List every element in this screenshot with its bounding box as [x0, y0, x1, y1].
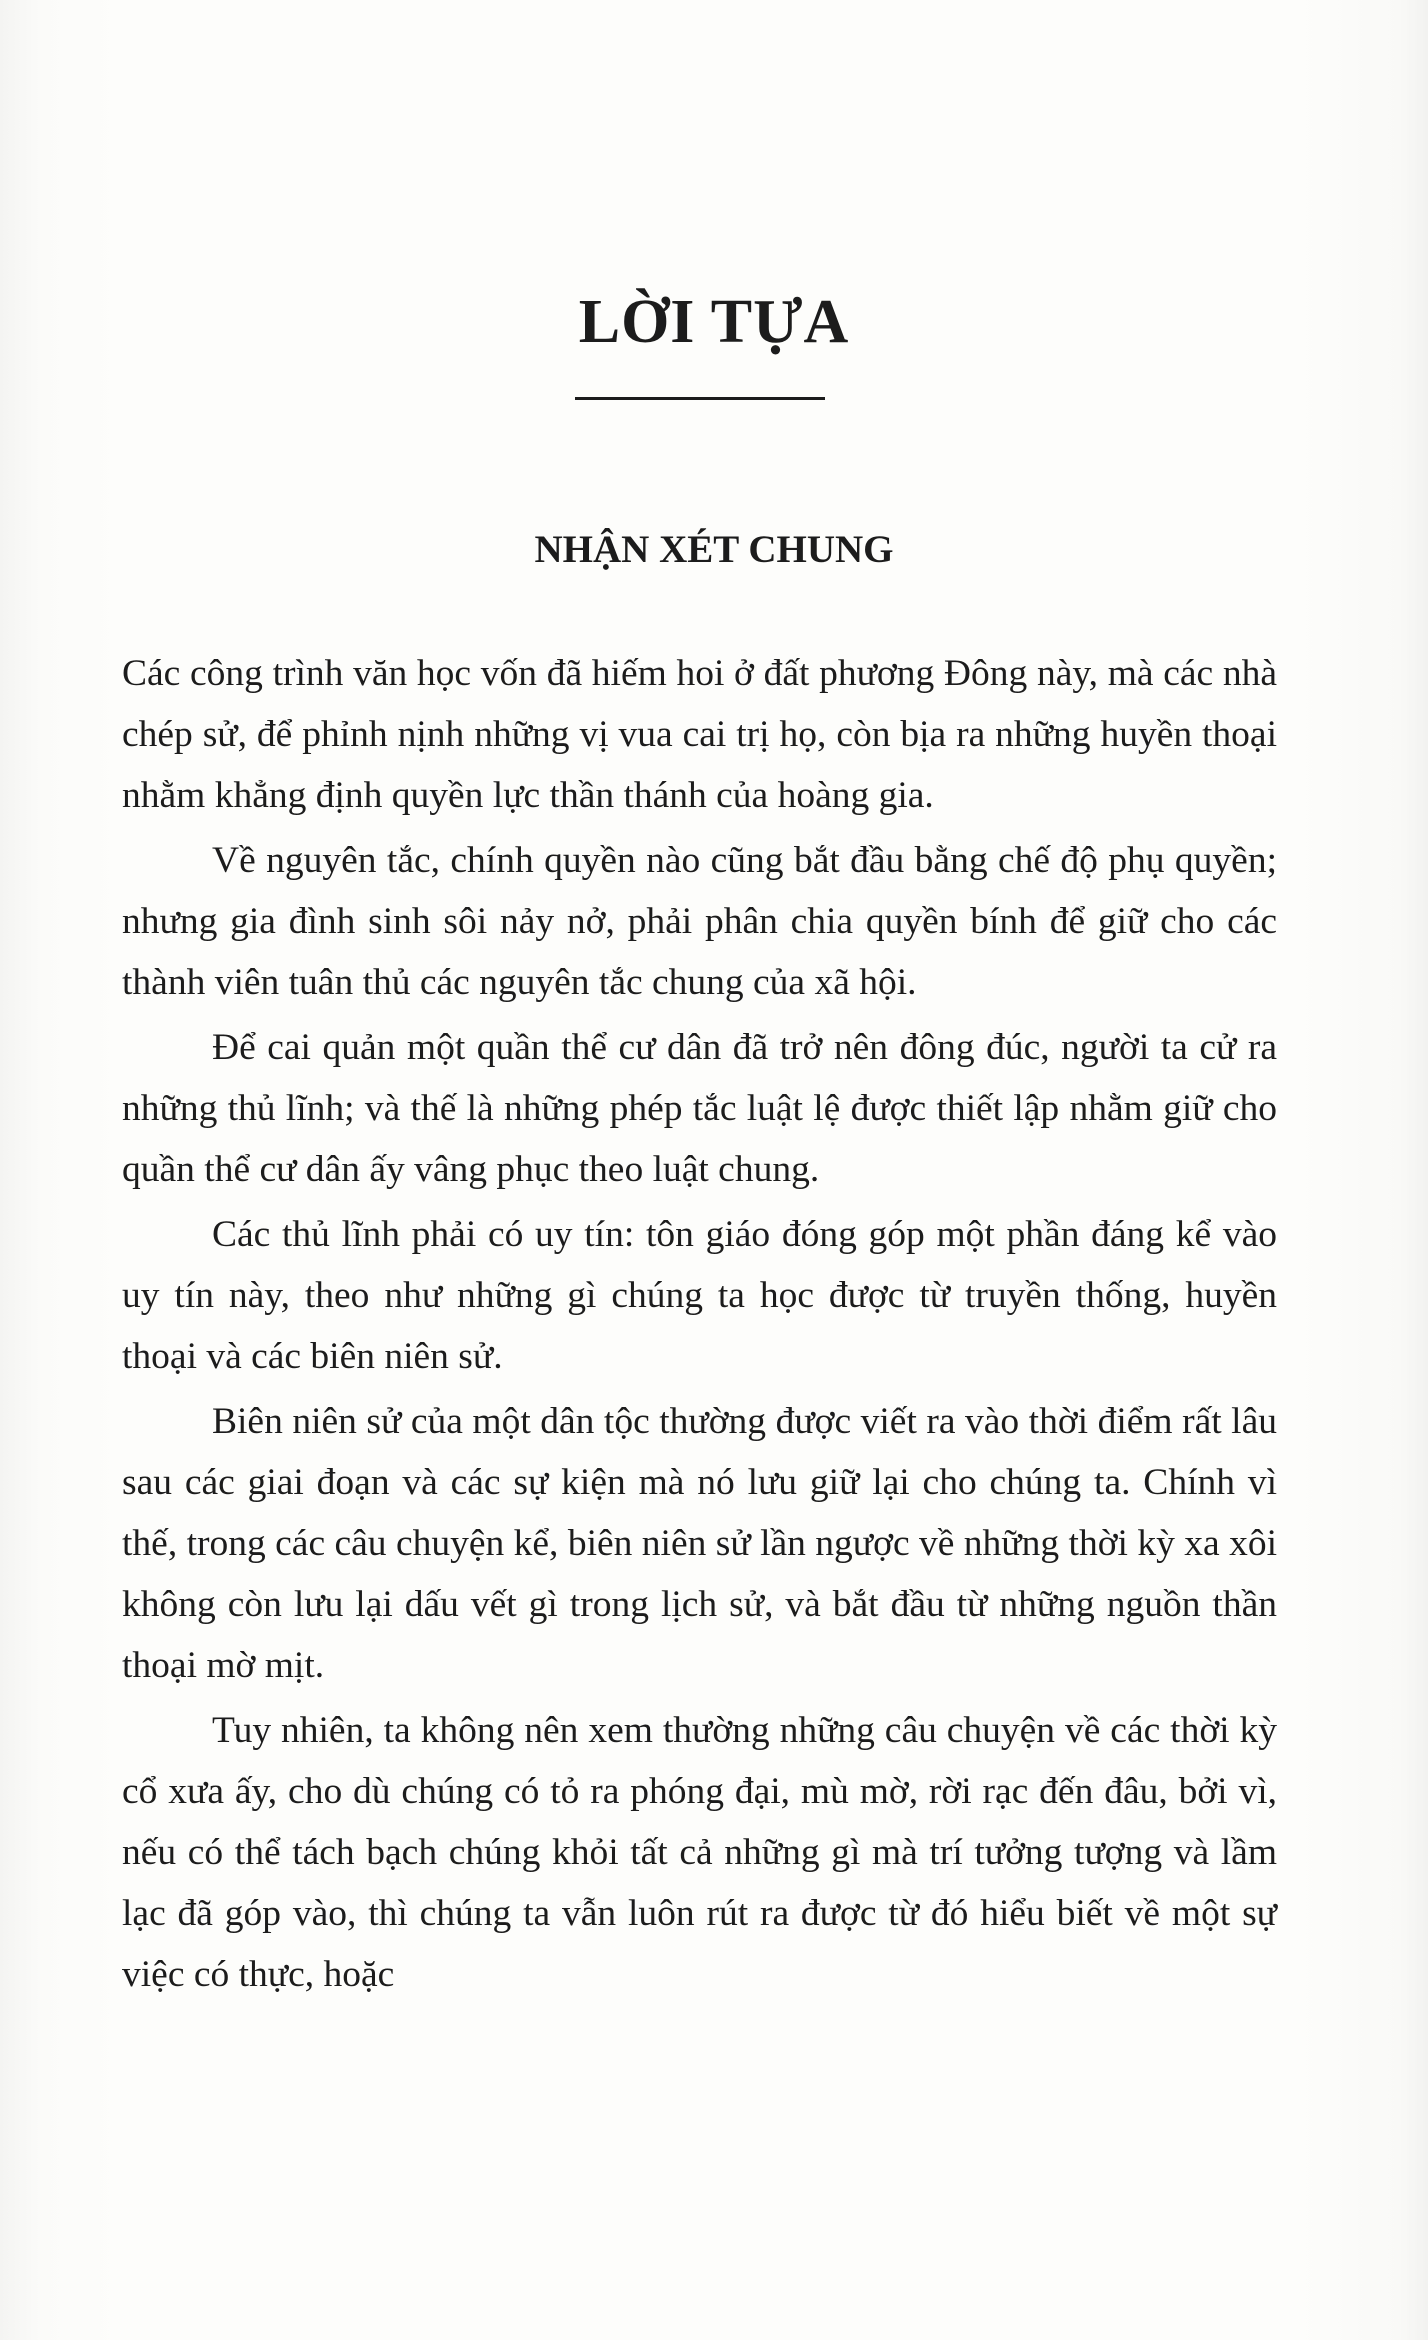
paragraph: Để cai quản một quần thể cư dân đã trở nên đông đúc, người ta cử ra những thủ lĩnh; và thế là những phép tắc luật lệ được thiết lập nhằm giữ cho quần thể cư dân ấy vâng phục theo luật chung.: [122, 1027, 1277, 1190]
paragraph: Tuy nhiên, ta không nên xem thường những câu chuyện về các thời kỳ cổ xưa ấy, cho dù chúng có tỏ ra phóng đại, mù mờ, rời rạc đến đâu, bởi vì, nếu có thể tách bạch chúng khỏi tất cả những gì mà trí tưởng tượng và lầm lạc đã góp vào, thì chúng ta vẫn luôn rút ra được từ đó hiểu biết về một sự việc có thực, hoặc: [122, 1710, 1277, 1995]
paragraph: Về nguyên tắc, chính quyền nào cũng bắt đầu bằng chế độ phụ quyền; nhưng gia đình sinh sôi nảy nở, phải phân chia quyền bính để giữ cho các thành viên tuân thủ các nguyên tắc chung của xã hội.: [122, 840, 1277, 1003]
paragraph: Các thủ lĩnh phải có uy tín: tôn giáo đóng góp một phần đáng kể vào uy tín này, theo như những gì chúng ta học được từ truyền thống, huyền thoại và các biên niên sử.: [122, 1214, 1277, 1377]
paragraph: Biên niên sử của một dân tộc thường được viết ra vào thời điểm rất lâu sau các giai đoạn và các sự kiện mà nó lưu giữ lại cho chúng ta. Chính vì thế, trong các câu chuyện kể, biên niên sử lần ngược về những thời kỳ xa xôi không còn lưu lại dấu vết gì trong lịch sử, và bắt đầu từ những nguồn thần thoại mờ mịt.: [122, 1401, 1277, 1686]
paragraph: Các công trình văn học vốn đã hiếm hoi ở đất phương Đông này, mà các nhà chép sử, để phỉnh nịnh những vị vua cai trị họ, còn bịa ra những huyền thoại nhằm khẳng định quyền lực thần thánh của hoàng gia.: [122, 653, 1277, 816]
body-text: [122, 643, 1277, 2005]
title-underline: [575, 397, 825, 400]
page-title: LỜI TỰA: [578, 288, 850, 356]
section-heading: NHẬN XÉT CHUNG: [534, 528, 894, 571]
